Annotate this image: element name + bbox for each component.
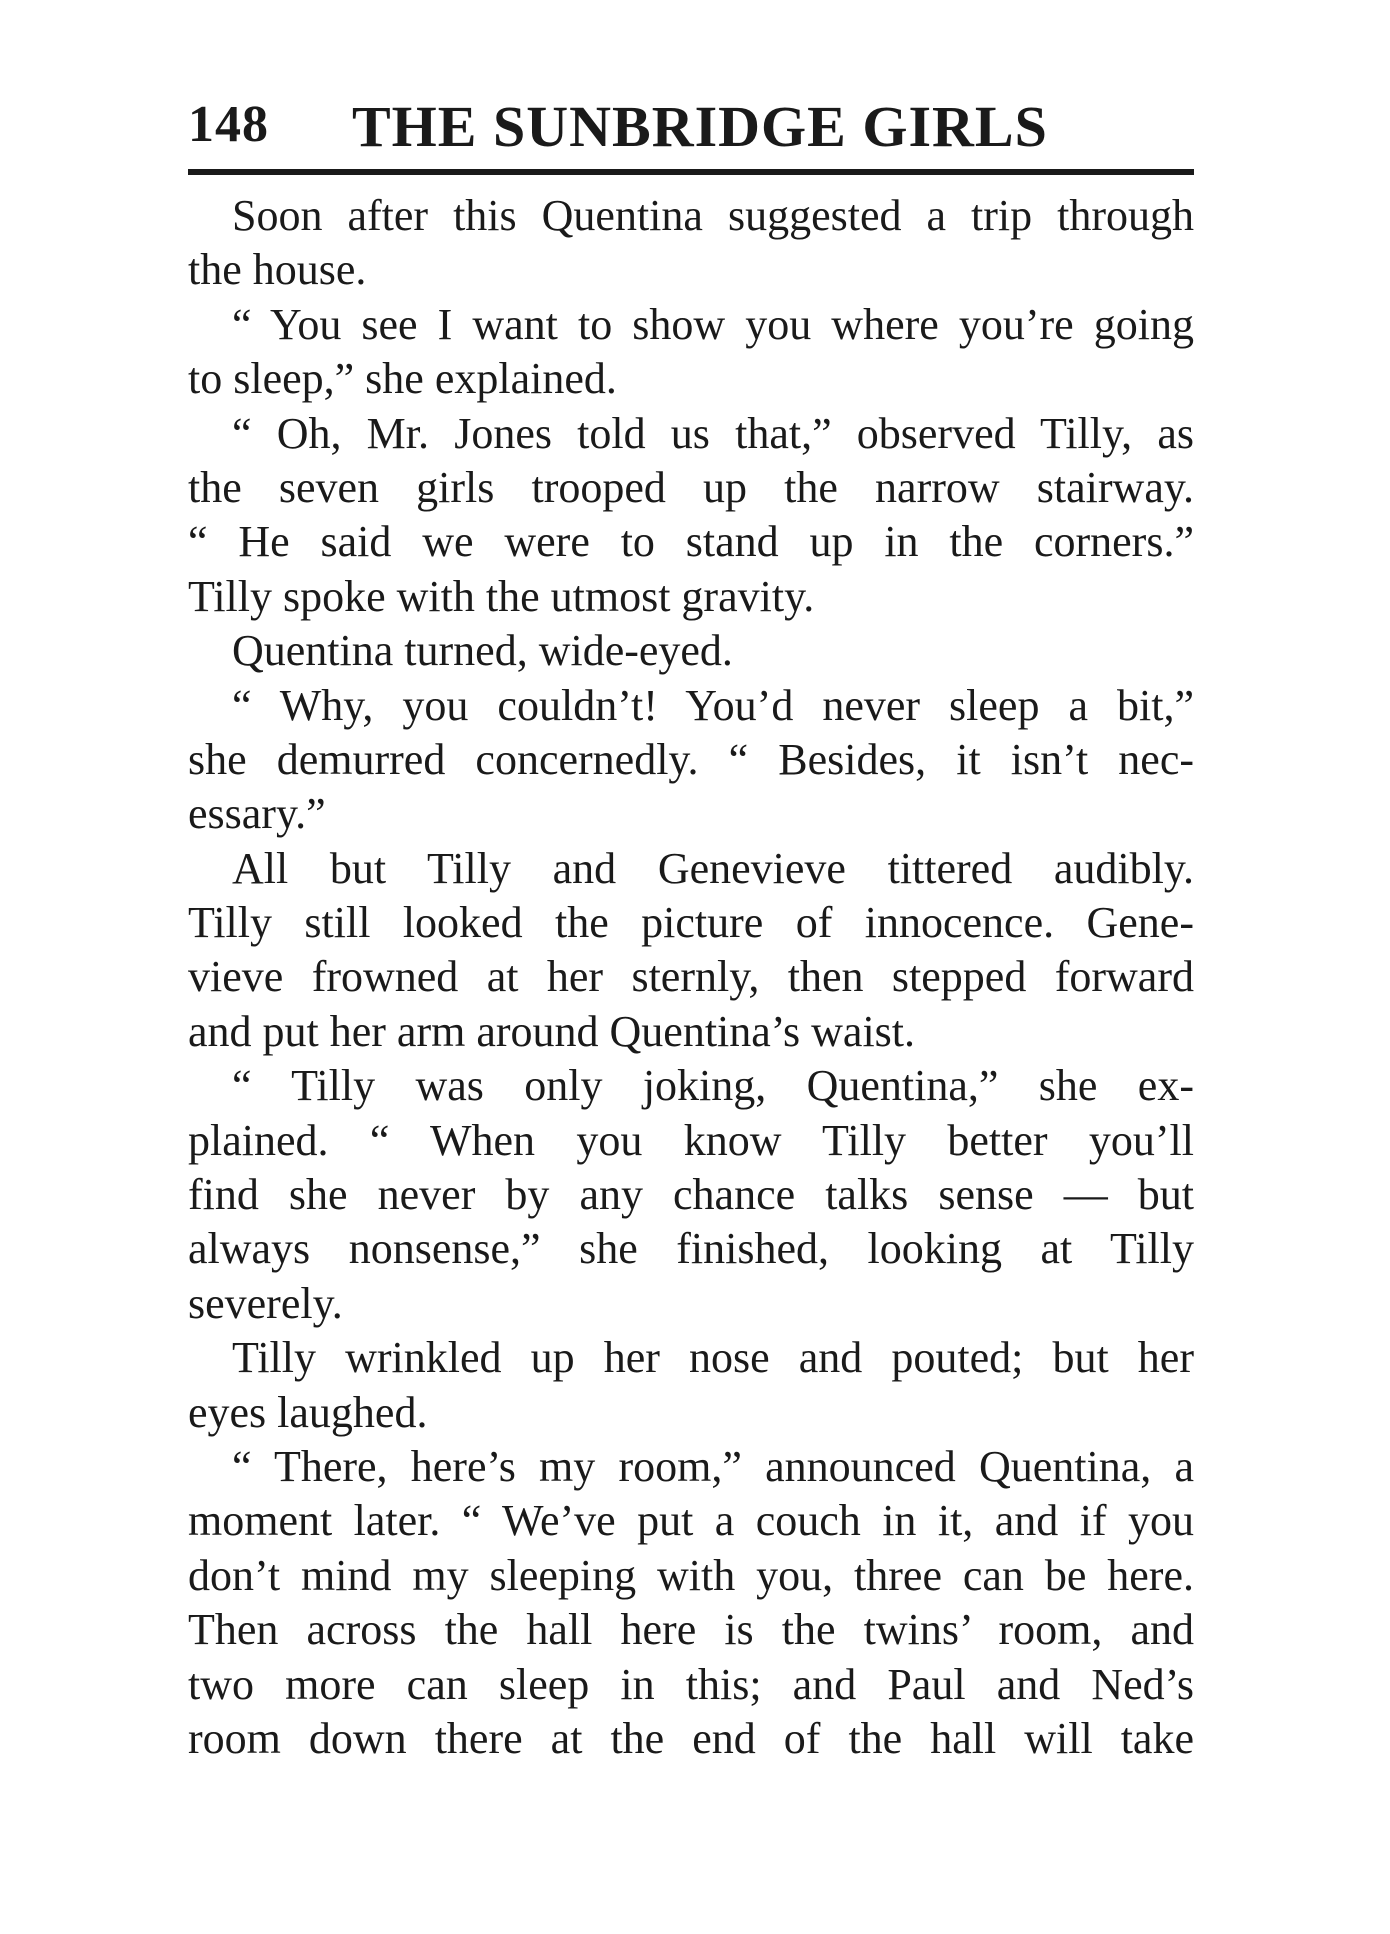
text-line: Tilly still looked the picture of innocence. Gene- xyxy=(188,898,1194,948)
text-line: and put her arm around Quentina’s waist. xyxy=(188,1006,916,1056)
text-line: the house. xyxy=(188,245,367,295)
text-line: Tilly spoke with the utmost gravity. xyxy=(188,571,815,621)
text-body xyxy=(188,189,1194,1766)
text-line: “ Tilly was only joking, Quentina,” she ex- xyxy=(232,1061,1194,1111)
text-line: eyes laughed. xyxy=(188,1387,428,1437)
text-line: plained. “ When you know Tilly better you’ll xyxy=(188,1115,1194,1165)
text-line: don’t mind my sleeping with you, three can be here. xyxy=(188,1550,1194,1600)
text-line: moment later. “ We’ve put a couch in it, and if you xyxy=(188,1496,1194,1546)
text-line: to sleep,” she explained. xyxy=(188,354,617,404)
text-line: Tilly wrinkled up her nose and pouted; but her xyxy=(232,1333,1194,1383)
text-line: find she never by any chance talks sense — but xyxy=(188,1170,1194,1220)
book-title: THE SUNBRIDGE GIRLS xyxy=(352,94,1048,159)
text-line: Then across the hall here is the twins’ room, and xyxy=(188,1605,1194,1655)
text-line: “ Oh, Mr. Jones told us that,” observed Tilly, as xyxy=(232,408,1194,458)
text-line: “ You see I want to show you where you’re going xyxy=(232,299,1194,349)
text-line: severely. xyxy=(188,1278,343,1328)
running-head xyxy=(188,95,1194,175)
text-line: two more can sleep in this; and Paul and Ned’s xyxy=(188,1659,1194,1709)
book-page xyxy=(188,95,1194,1766)
text-line: “ There, here’s my room,” announced Quentina, a xyxy=(232,1441,1194,1491)
text-line: “ He said we were to stand up in the corners.” xyxy=(188,517,1194,567)
page-number: 148 xyxy=(188,96,269,153)
text-line: vieve frowned at her sternly, then stepped forward xyxy=(188,952,1194,1002)
text-line: “ Why, you couldn’t! You’d never sleep a bit,” xyxy=(232,680,1194,730)
text-line: always nonsense,” she finished, looking at Tilly xyxy=(188,1224,1194,1274)
text-line: the seven girls trooped up the narrow stairway. xyxy=(188,462,1194,512)
text-line: room down there at the end of the hall will take xyxy=(188,1713,1194,1763)
text-line: Quentina turned, wide-eyed. xyxy=(232,626,733,676)
text-line: Soon after this Quentina suggested a trip through xyxy=(232,191,1194,240)
text-line: All but Tilly and Genevieve tittered audibly. xyxy=(232,843,1194,893)
text-line: essary.” xyxy=(188,789,326,839)
text-line: she demurred concernedly. “ Besides, it isn’t nec- xyxy=(188,734,1194,784)
